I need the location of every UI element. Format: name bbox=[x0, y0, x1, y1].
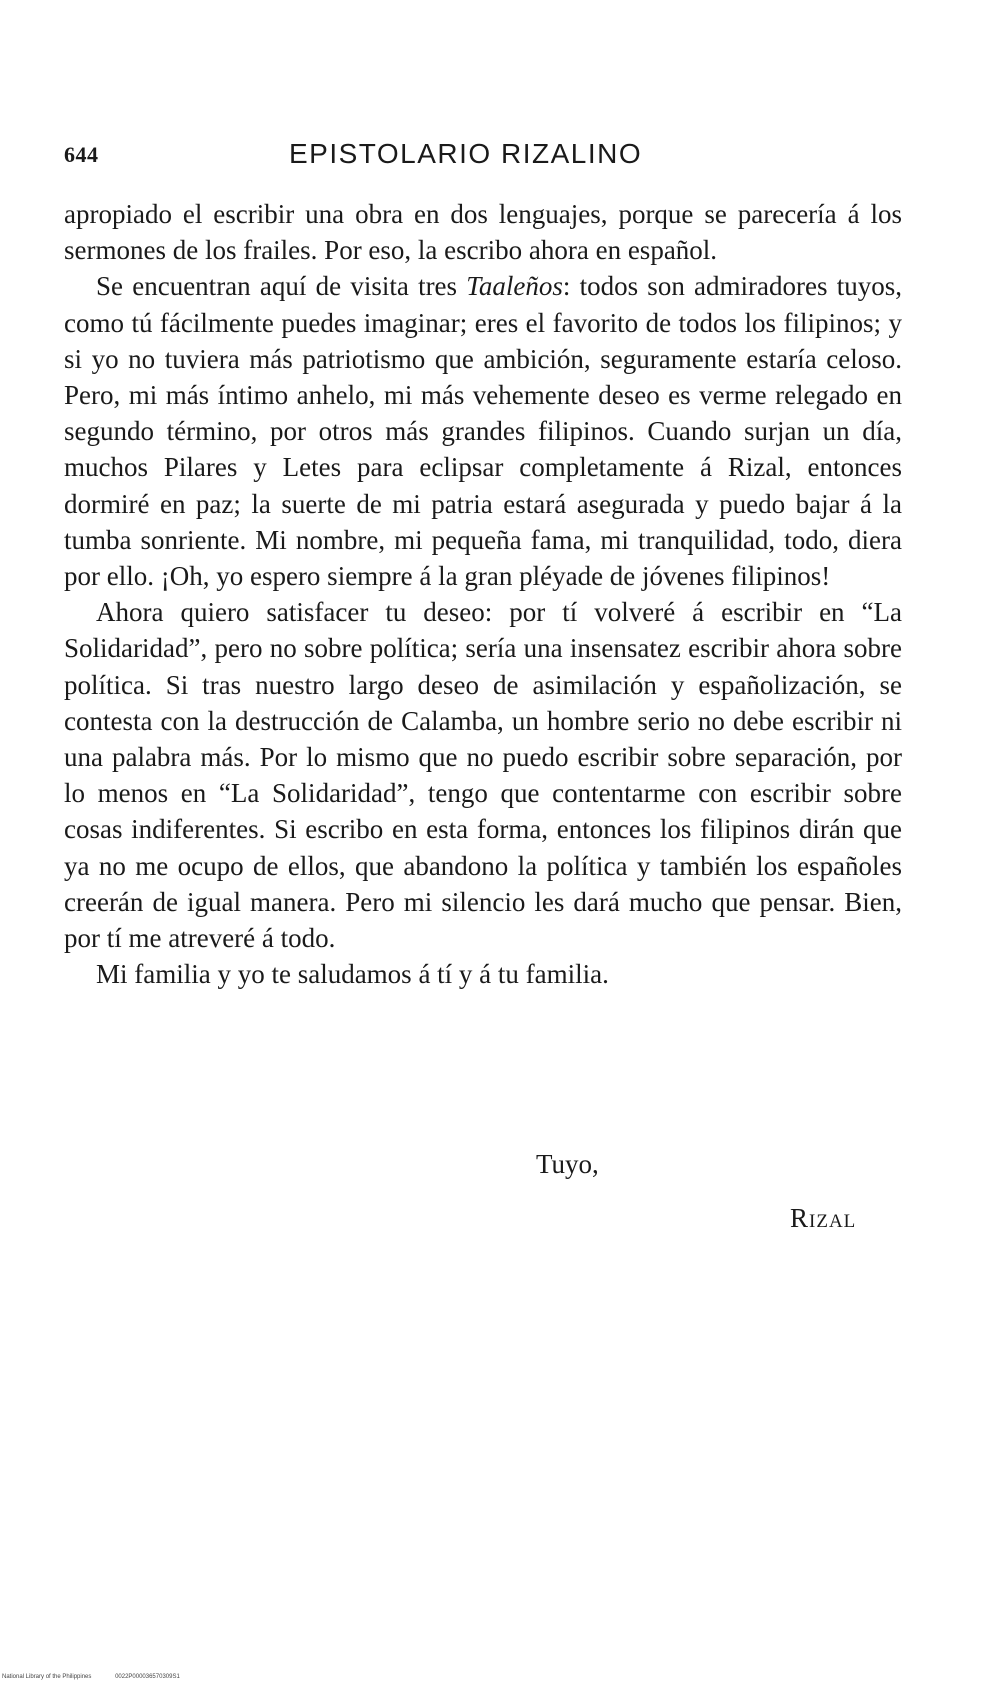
paragraph-1: apropiado el escribir una obra en dos lenguajes, porque se parecería á los sermones de los frailes. Por eso, la escribo ahora en español. bbox=[64, 199, 902, 266]
paragraph-2-rest: : todos son admiradores tuyos, como tú fácilmente puedes imaginar; eres el favorito de todos los filipinos; y si yo no tuviera más patriotismo que ambición, seguramente estaría celoso. Pero, mi más íntimo anhelo, mi más vehemente deseo es verme relegado en segundo término, por otros más grandes filipinos. Cuando surjan un día, muchos Pilares y Letes para eclipsar completamente á Rizal, entonces dormiré en paz; la suerte de mi patria estará asegurada y puedo bajar á la tumba sonriente. Mi nombre, mi pequeña fama, mi tranquilidad, todo, diera por ello. ¡Oh, yo espero siempre á la gran pléyade de jóvenes filipinos! bbox=[64, 271, 902, 592]
page-number: 644 bbox=[64, 142, 99, 167]
paragraph-3: Ahora quiero satisfacer tu deseo: por tí volveré á escribir en “La Solidaridad”, pero no sobre política; sería una insensatez escribir ahora sobre política. Si tras nuestro largo deseo de asimilación y españolización, se contesta con la destrucción de Calamba, un hombre serio no debe escribir ni una palabra más. Por lo mismo que no puedo escribir sobre separación, por lo menos en “La Solidaridad”, tengo que contentarme con escribir sobre cosas indiferentes. Si escribo en esta forma, entonces los filipinos dirán que ya no me ocupo de ellos, que abandono la política y también los españoles creerán de igual manera. Pero mi silencio les dará mucho que pensar. Bien, por tí me atreveré á todo. bbox=[64, 597, 902, 954]
closing-salutation: Tuyo, bbox=[536, 1149, 599, 1179]
taalenos-italic: Taaleños bbox=[466, 271, 563, 302]
paragraph-4: Mi familia y yo te saludamos á tí y á tu familia. bbox=[96, 959, 609, 990]
letter-body bbox=[64, 196, 902, 992]
running-title: EPISTOLARIO RIZALINO bbox=[289, 138, 643, 169]
paragraph-2-start: Se encuentran aquí de visita tres bbox=[96, 271, 467, 302]
signature: Rizal bbox=[790, 1203, 857, 1233]
scan-footer bbox=[2, 1674, 202, 1680]
page-header bbox=[64, 138, 910, 178]
paragraph-2 bbox=[64, 268, 902, 594]
library-credit: National Library of the Philippines bbox=[2, 1674, 92, 1680]
scan-identifier: 0022P000036570309S1 bbox=[115, 1674, 180, 1680]
